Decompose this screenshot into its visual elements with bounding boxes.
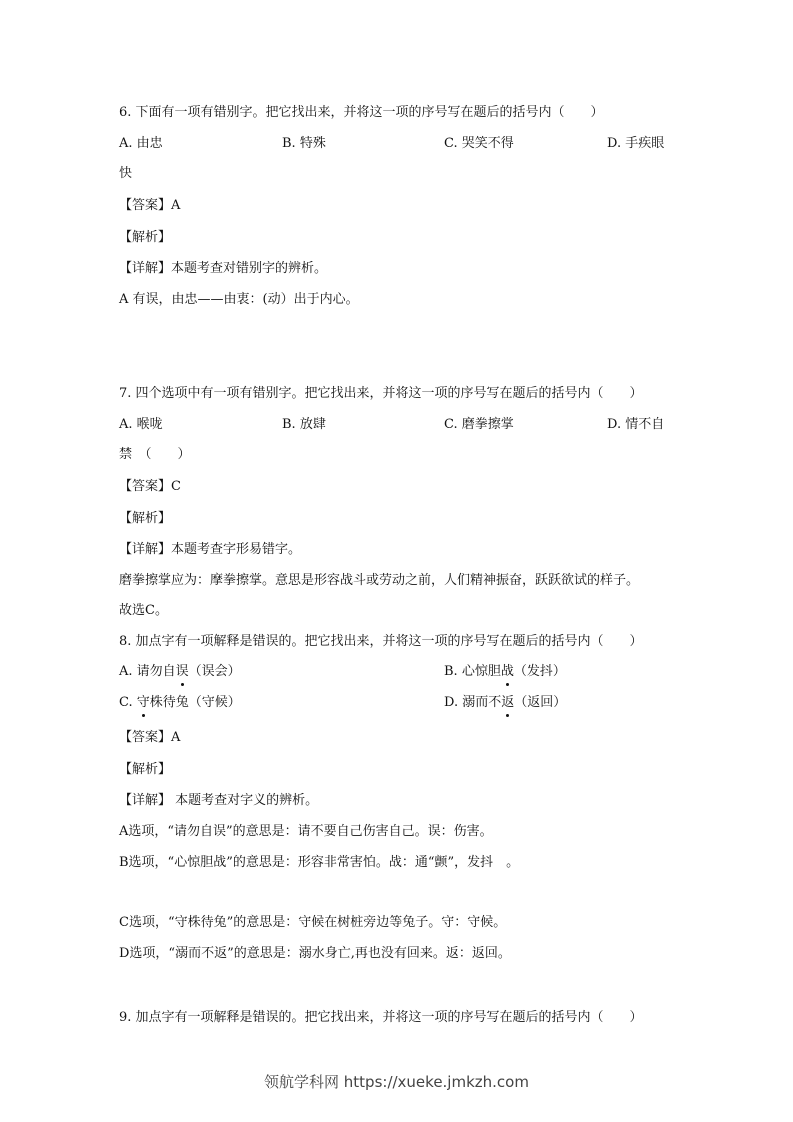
q7-option-d-continued: 禁 （ ） xyxy=(119,447,191,462)
q6-stem: 6. 下面有一项有错别字。把它找出来，并将这一项的序号写在题后的括号内（ ） xyxy=(119,105,604,120)
q8-option-b xyxy=(444,663,566,681)
q8-option-b-suffix: （发抖） xyxy=(513,664,566,679)
q7-detail: 【详解】本题考查字形易错字。 xyxy=(119,542,302,557)
q6-option-c: C. 哭笑不得 xyxy=(444,136,514,151)
q8-option-d-prefix: D. 溺而不 xyxy=(444,695,502,710)
q7-explanation-line2: 故选C。 xyxy=(119,603,168,618)
q8-option-d-suffix: （返回） xyxy=(514,695,567,710)
q8-detail: 【详解】 本题考查对字义的辨析。 xyxy=(119,793,319,808)
q8-option-a-dotted-char: 误 xyxy=(175,664,189,679)
q6-option-d-continued: 快 xyxy=(119,166,133,181)
q7-answer: 【答案】C xyxy=(119,479,181,494)
q8-explanation-d: D选项，“溺而不返”的意思是：溺水身亡,再也没有回来。返：返回。 xyxy=(119,946,511,961)
q8-explanation-c: C选项，“守株待兔”的意思是：守候在树桩旁边等兔子。守：守候。 xyxy=(119,915,507,930)
q8-option-c-prefix: C. xyxy=(119,695,137,710)
q8-analysis-heading: 【解析】 xyxy=(119,762,172,777)
q7-option-a: A. 喉咙 xyxy=(119,417,163,432)
q6-option-b: B. 特殊 xyxy=(282,136,326,151)
q6-option-d: D. 手疾眼 xyxy=(607,136,665,151)
q7-option-c: C. 磨拳擦掌 xyxy=(444,417,514,432)
q8-option-a-suffix: （误会） xyxy=(188,664,241,679)
q8-option-d-dotted-char: 返 xyxy=(501,695,515,710)
q8-option-c xyxy=(119,694,241,712)
q8-option-a-prefix: A. 请勿自 xyxy=(119,664,176,679)
q8-option-a xyxy=(119,663,241,681)
q6-detail: 【详解】本题考查对错别字的辨析。 xyxy=(119,261,328,276)
q7-stem: 7. 四个选项中有一项有错别字。把它找出来，并将这一项的序号写在题后的括号内（ ） xyxy=(119,386,643,401)
q7-option-b: B. 放肆 xyxy=(282,417,326,432)
q8-stem: 8. 加点字有一项解释是错误的。把它找出来，并将这一项的序号写在题后的括号内（ ） xyxy=(119,634,643,649)
q6-answer: 【答案】A xyxy=(119,198,181,213)
q8-option-b-prefix: B. 心惊胆 xyxy=(444,664,501,679)
q7-option-d: D. 情不自 xyxy=(607,417,665,432)
q8-option-c-suffix: 株待兔（守候） xyxy=(149,695,241,710)
q9-stem: 9. 加点字有一项解释是错误的。把它找出来，并将这一项的序号写在题后的括号内（ ） xyxy=(119,1010,643,1025)
footer-watermark: 领航学科网 https://xueke.jmkzh.com xyxy=(264,1073,529,1091)
q7-analysis-heading: 【解析】 xyxy=(119,511,172,526)
q8-option-b-dotted-char: 战 xyxy=(500,664,514,679)
q7-explanation-line1: 磨拳擦掌应为：摩拳擦掌。意思是形容战斗或劳动之前，人们精神振奋，跃跃欲试的样子。 xyxy=(119,573,640,588)
q6-option-a: A. 由忠 xyxy=(119,136,163,151)
q8-option-d xyxy=(444,694,566,712)
q6-explanation: A 有误，由忠——由衷：(动）出于内心。 xyxy=(119,292,359,307)
q6-analysis-heading: 【解析】 xyxy=(119,230,172,245)
q8-explanation-a: A选项，“请勿自误”的意思是：请不要自己伤害自己。误：伤害。 xyxy=(119,824,493,839)
q8-option-c-dotted-char: 守 xyxy=(136,695,150,710)
q8-explanation-b: B选项，“心惊胆战”的意思是：形容非常害怕。战：通“颤”，发抖 。 xyxy=(119,855,520,870)
q8-answer: 【答案】A xyxy=(119,730,181,745)
